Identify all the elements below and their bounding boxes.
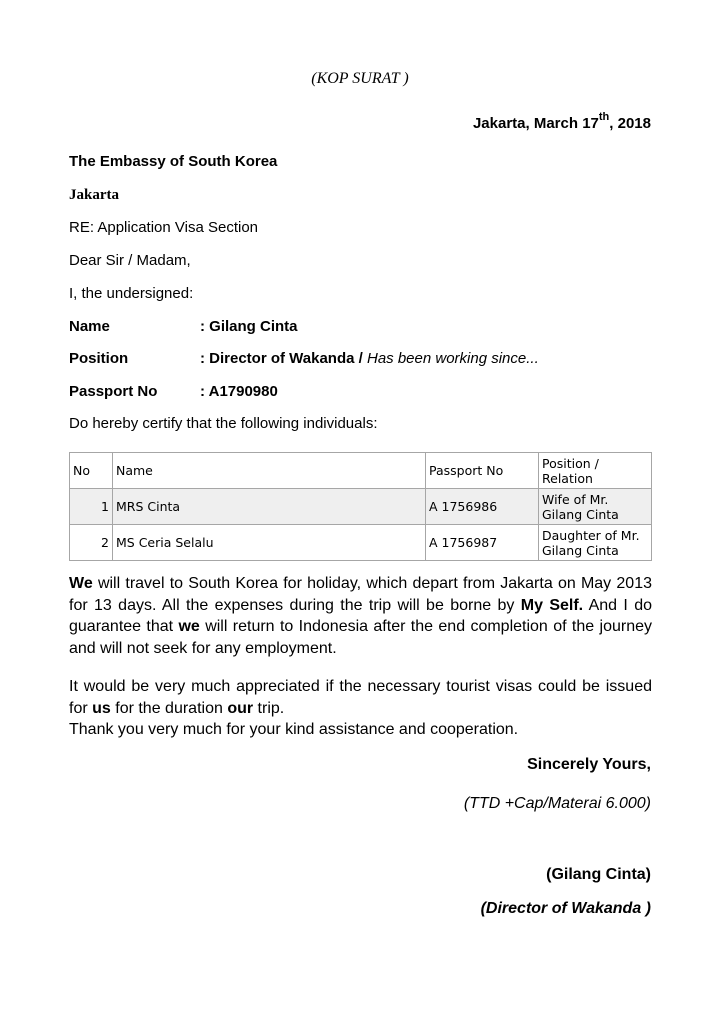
table-header-row — [70, 453, 652, 489]
table-row — [70, 489, 652, 525]
field-name — [69, 318, 298, 335]
emphasis-us: us — [92, 699, 111, 717]
date-prefix: Jakarta, March 17 — [472, 115, 599, 132]
salutation: Dear Sir / Madam, — [69, 252, 191, 269]
visa-text-3: trip. — [253, 699, 285, 717]
field-position — [69, 350, 539, 367]
header-relation: Position / Relation — [539, 453, 652, 489]
field-passport-label: Passport No — [69, 383, 158, 400]
travel-paragraph — [69, 573, 652, 659]
certify-text: Do hereby certify that the following individuals: — [69, 415, 378, 432]
intro-text: I, the undersigned: — [69, 285, 194, 302]
field-position-note: Has been working since... — [366, 350, 539, 367]
field-position-value: : Director of Wakanda — [200, 350, 355, 367]
field-passport-value: : A1790980 — [200, 383, 278, 400]
cell-no: 2 — [70, 525, 113, 561]
letterhead-placeholder: (KOP SURAT ) — [311, 70, 409, 87]
table-row — [70, 525, 652, 561]
cell-name: MS Ceria Selalu — [113, 525, 426, 561]
header-no: No — [70, 453, 113, 489]
header-passport: Passport No — [426, 453, 539, 489]
field-passport — [69, 383, 278, 400]
travel-text-2: And I do guarantee that — [69, 596, 652, 635]
emphasis-myself: My Self. — [520, 596, 584, 614]
travel-text-3: will return to Indonesia after the end completion of the journey and will not seek for any employment. — [69, 618, 652, 657]
cell-relation: Wife of Mr. Gilang Cinta — [539, 489, 652, 525]
field-position-separator: / — [354, 350, 367, 367]
cell-no: 1 — [70, 489, 113, 525]
signer-title: (Director of Wakanda ) — [480, 900, 651, 917]
subject-line: RE: Application Visa Section — [69, 219, 259, 236]
cell-passport: A 1756986 — [426, 489, 539, 525]
signer-name: (Gilang Cinta) — [546, 866, 651, 883]
visa-text-2: for the duration — [110, 699, 228, 717]
cell-name: MRS Cinta — [113, 489, 426, 525]
thanks-text: Thank you very much for your kind assistance and cooperation. — [69, 721, 519, 738]
signature-note: (TTD +Cap/Materai 6.000) — [463, 795, 651, 812]
recipient-city: Jakarta — [69, 187, 119, 203]
recipient-name: The Embassy of South Korea — [69, 153, 278, 170]
cell-passport: A 1756987 — [426, 525, 539, 561]
travel-text-1: will travel to South Korea for holiday, which depart from Jakarta on May 2013 for 13 days. All the expenses during the trip will be borne by — [69, 575, 652, 614]
individuals-table — [69, 452, 652, 561]
letter-date — [473, 113, 651, 132]
field-position-label: Position — [69, 350, 129, 367]
field-name-value: : Gilang Cinta — [200, 318, 298, 335]
header-name: Name — [113, 453, 426, 489]
emphasis-we-2: we — [178, 618, 200, 635]
date-superscript: th — [598, 111, 610, 123]
emphasis-our: our — [227, 699, 254, 717]
cell-relation: Daughter of Mr. Gilang Cinta — [539, 525, 652, 561]
visa-request-paragraph — [69, 676, 652, 719]
visa-text-1: It would be very much appreciated if the necessary tourist visas could be issued for — [69, 678, 652, 717]
closing: Sincerely Yours, — [527, 756, 651, 773]
date-suffix: , 2018 — [609, 115, 651, 132]
field-name-label: Name — [69, 318, 110, 335]
emphasis-we: We — [69, 575, 93, 592]
